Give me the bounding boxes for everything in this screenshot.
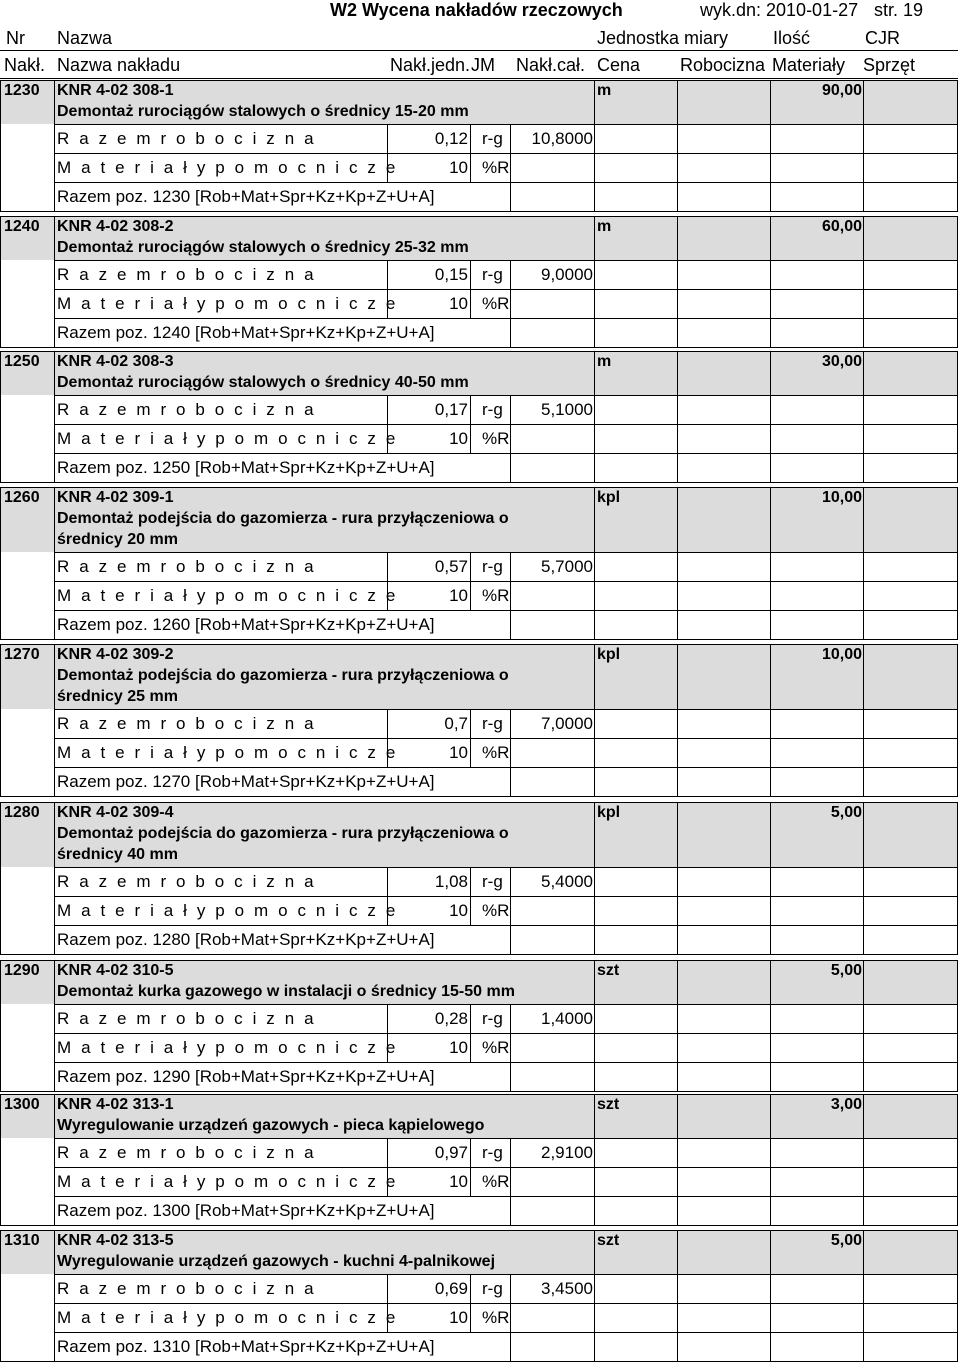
labor-unit: r-g — [482, 1143, 503, 1162]
position-description: Demontaż podejścia do gazomierza - rura przyłączeniowa o — [57, 510, 509, 527]
position-code: KNR 4-02 308-3 — [57, 353, 174, 370]
position-unit: szt — [597, 1232, 620, 1249]
materials-unit: %R — [482, 586, 510, 605]
materials-value: 10 — [449, 429, 468, 448]
report-title: W2 Wycena nakładów rzeczowych — [330, 0, 623, 20]
position-summary: Razem poz. 1290 [Rob+Mat+Spr+Kz+Kp+Z+U+A] — [57, 1067, 435, 1086]
col-nr: Nr — [6, 28, 25, 48]
report-page: str. 19 — [874, 0, 924, 20]
labor-total: 5,1000 — [541, 400, 593, 419]
labor-unit-norm: 0,69 — [434, 1279, 468, 1298]
materials-label: M a t e r i a ł y p o m o c n i c z e — [57, 901, 398, 920]
position-number: 1230 — [4, 82, 40, 99]
position-number: 1310 — [4, 1232, 40, 1249]
materials-unit: %R — [482, 743, 510, 762]
position-unit: szt — [597, 1096, 620, 1113]
position-number: 1260 — [4, 489, 40, 506]
position-code: KNR 4-02 308-1 — [57, 82, 174, 99]
position-number: 1300 — [4, 1096, 40, 1113]
position-code: KNR 4-02 309-4 — [57, 804, 174, 821]
materials-unit: %R — [482, 294, 510, 313]
position-description: Demontaż rurociągów stalowych o średnicy 15-20 mm — [57, 103, 469, 120]
materials-unit: %R — [482, 1172, 510, 1191]
position-summary: Razem poz. 1240 [Rob+Mat+Spr+Kz+Kp+Z+U+A] — [57, 323, 435, 342]
position-description: średnicy 40 mm — [57, 846, 178, 863]
labor-label: R a z e m r o b o c i z n a — [57, 557, 317, 576]
materials-label: M a t e r i a ł y p o m o c n i c z e — [57, 1308, 398, 1327]
position-description: Demontaż kurka gazowego w instalacji o średnicy 15-50 mm — [57, 983, 515, 1000]
labor-total: 5,4000 — [541, 872, 593, 891]
position-summary: Razem poz. 1300 [Rob+Mat+Spr+Kz+Kp+Z+U+A] — [57, 1201, 435, 1220]
position-description: średnicy 20 mm — [57, 531, 178, 548]
position-unit: szt — [597, 962, 620, 979]
position-unit: m — [597, 82, 612, 99]
materials-unit: %R — [482, 429, 510, 448]
position-number: 1290 — [4, 962, 40, 979]
position-description: Wyregulowanie urządzeń gazowych - kuchni 4-palnikowej — [57, 1253, 496, 1270]
labor-total: 9,0000 — [541, 265, 593, 284]
labor-unit: r-g — [482, 1009, 503, 1028]
position-code: KNR 4-02 308-2 — [57, 218, 174, 235]
position-quantity: 5,00 — [830, 804, 862, 821]
position-summary: Razem poz. 1280 [Rob+Mat+Spr+Kz+Kp+Z+U+A] — [57, 930, 435, 949]
col-nakl-cal: Nakł.cał. — [516, 55, 586, 75]
labor-unit-norm: 1,08 — [434, 872, 468, 891]
materials-value: 10 — [449, 1172, 468, 1191]
position-quantity: 5,00 — [830, 962, 862, 979]
position-number: 1250 — [4, 353, 40, 370]
materials-label: M a t e r i a ł y p o m o c n i c z e — [57, 743, 398, 762]
position-code: KNR 4-02 310-5 — [57, 962, 174, 979]
labor-unit: r-g — [482, 129, 503, 148]
report-date: wyk.dn: 2010-01-27 — [700, 0, 859, 20]
materials-label: M a t e r i a ł y p o m o c n i c z e — [57, 294, 398, 313]
labor-label: R a z e m r o b o c i z n a — [57, 129, 317, 148]
labor-unit-norm: 0,28 — [434, 1009, 468, 1028]
position-summary: Razem poz. 1230 [Rob+Mat+Spr+Kz+Kp+Z+U+A] — [57, 187, 435, 206]
position-number: 1240 — [4, 218, 40, 235]
position-code: KNR 4-02 313-1 — [57, 1096, 174, 1113]
materials-value: 10 — [449, 1308, 468, 1327]
col-cjr: CJR — [865, 28, 900, 48]
position-quantity: 60,00 — [821, 218, 862, 235]
col-nazwa: Nazwa — [57, 28, 113, 48]
position-number: 1270 — [4, 646, 40, 663]
position-quantity: 3,00 — [830, 1096, 862, 1113]
position-quantity: 90,00 — [821, 82, 862, 99]
position-description: Demontaż podejścia do gazomierza - rura przyłączeniowa o — [57, 825, 509, 842]
col-robocizna: Robocizna — [680, 55, 766, 75]
materials-value: 10 — [449, 743, 468, 762]
position-quantity: 30,00 — [821, 353, 862, 370]
labor-unit-norm: 0,97 — [434, 1143, 468, 1162]
materials-label: M a t e r i a ł y p o m o c n i c z e — [57, 1172, 398, 1191]
materials-unit: %R — [482, 1308, 510, 1327]
materials-value: 10 — [449, 586, 468, 605]
materials-unit: %R — [482, 901, 510, 920]
position-description: Demontaż rurociągów stalowych o średnicy 25-32 mm — [57, 239, 469, 256]
labor-label: R a z e m r o b o c i z n a — [57, 1143, 317, 1162]
materials-value: 10 — [449, 158, 468, 177]
col-nazwa-nakladu: Nazwa nakładu — [57, 55, 181, 75]
materials-unit: %R — [482, 1038, 510, 1057]
position-description: Demontaż podejścia do gazomierza - rura przyłączeniowa o — [57, 667, 509, 684]
position-description: średnicy 25 mm — [57, 688, 178, 705]
labor-label: R a z e m r o b o c i z n a — [57, 714, 317, 733]
col-nakl: Nakł. — [4, 55, 46, 75]
labor-unit: r-g — [482, 872, 503, 891]
labor-unit: r-g — [482, 1279, 503, 1298]
labor-unit-norm: 0,57 — [434, 557, 468, 576]
position-summary: Razem poz. 1270 [Rob+Mat+Spr+Kz+Kp+Z+U+A] — [57, 772, 435, 791]
labor-label: R a z e m r o b o c i z n a — [57, 265, 317, 284]
labor-unit: r-g — [482, 265, 503, 284]
materials-value: 10 — [449, 901, 468, 920]
labor-total: 10,8000 — [531, 129, 593, 148]
position-unit: kpl — [597, 489, 621, 506]
col-materialy: Materiały — [772, 55, 846, 75]
position-summary: Razem poz. 1250 [Rob+Mat+Spr+Kz+Kp+Z+U+A] — [57, 458, 435, 477]
position-number: 1280 — [4, 804, 40, 821]
col-sprzet: Sprzęt — [863, 55, 916, 75]
materials-label: M a t e r i a ł y p o m o c n i c z e — [57, 586, 398, 605]
position-quantity: 5,00 — [830, 1232, 862, 1249]
labor-unit: r-g — [482, 557, 503, 576]
materials-unit: %R — [482, 158, 510, 177]
labor-total: 2,9100 — [541, 1143, 593, 1162]
position-summary: Razem poz. 1310 [Rob+Mat+Spr+Kz+Kp+Z+U+A] — [57, 1337, 435, 1356]
position-unit: m — [597, 353, 612, 370]
col-nakl-jedn: Nakł.jedn. — [390, 55, 471, 75]
labor-total: 1,4000 — [541, 1009, 593, 1028]
position-code: KNR 4-02 309-1 — [57, 489, 174, 506]
position-description: Wyregulowanie urządzeń gazowych - pieca kąpielowego — [57, 1117, 485, 1134]
labor-total: 7,0000 — [541, 714, 593, 733]
position-summary: Razem poz. 1260 [Rob+Mat+Spr+Kz+Kp+Z+U+A] — [57, 615, 435, 634]
labor-unit-norm: 0,7 — [444, 714, 468, 733]
labor-label: R a z e m r o b o c i z n a — [57, 872, 317, 891]
position-quantity: 10,00 — [821, 646, 862, 663]
col-ilosc: Ilość — [773, 28, 811, 48]
materials-value: 10 — [449, 1038, 468, 1057]
labor-unit: r-g — [482, 400, 503, 419]
position-code: KNR 4-02 309-2 — [57, 646, 174, 663]
materials-label: M a t e r i a ł y p o m o c n i c z e — [57, 429, 398, 448]
labor-label: R a z e m r o b o c i z n a — [57, 1279, 317, 1298]
position-quantity: 10,00 — [821, 489, 862, 506]
labor-unit: r-g — [482, 714, 503, 733]
col-jednostka: Jednostka miary — [597, 28, 729, 48]
labor-label: R a z e m r o b o c i z n a — [57, 1009, 317, 1028]
labor-label: R a z e m r o b o c i z n a — [57, 400, 317, 419]
labor-unit-norm: 0,15 — [434, 265, 468, 284]
labor-total: 3,4500 — [541, 1279, 593, 1298]
col-cena: Cena — [597, 55, 641, 75]
materials-value: 10 — [449, 294, 468, 313]
labor-unit-norm: 0,17 — [434, 400, 468, 419]
labor-unit-norm: 0,12 — [434, 129, 468, 148]
position-code: KNR 4-02 313-5 — [57, 1232, 174, 1249]
materials-label: M a t e r i a ł y p o m o c n i c z e — [57, 158, 398, 177]
labor-total: 5,7000 — [541, 557, 593, 576]
position-description: Demontaż rurociągów stalowych o średnicy 40-50 mm — [57, 374, 469, 391]
position-unit: kpl — [597, 646, 621, 663]
position-unit: m — [597, 218, 612, 235]
materials-label: M a t e r i a ł y p o m o c n i c z e — [57, 1038, 398, 1057]
col-jm: JM — [471, 55, 495, 75]
position-unit: kpl — [597, 804, 621, 821]
